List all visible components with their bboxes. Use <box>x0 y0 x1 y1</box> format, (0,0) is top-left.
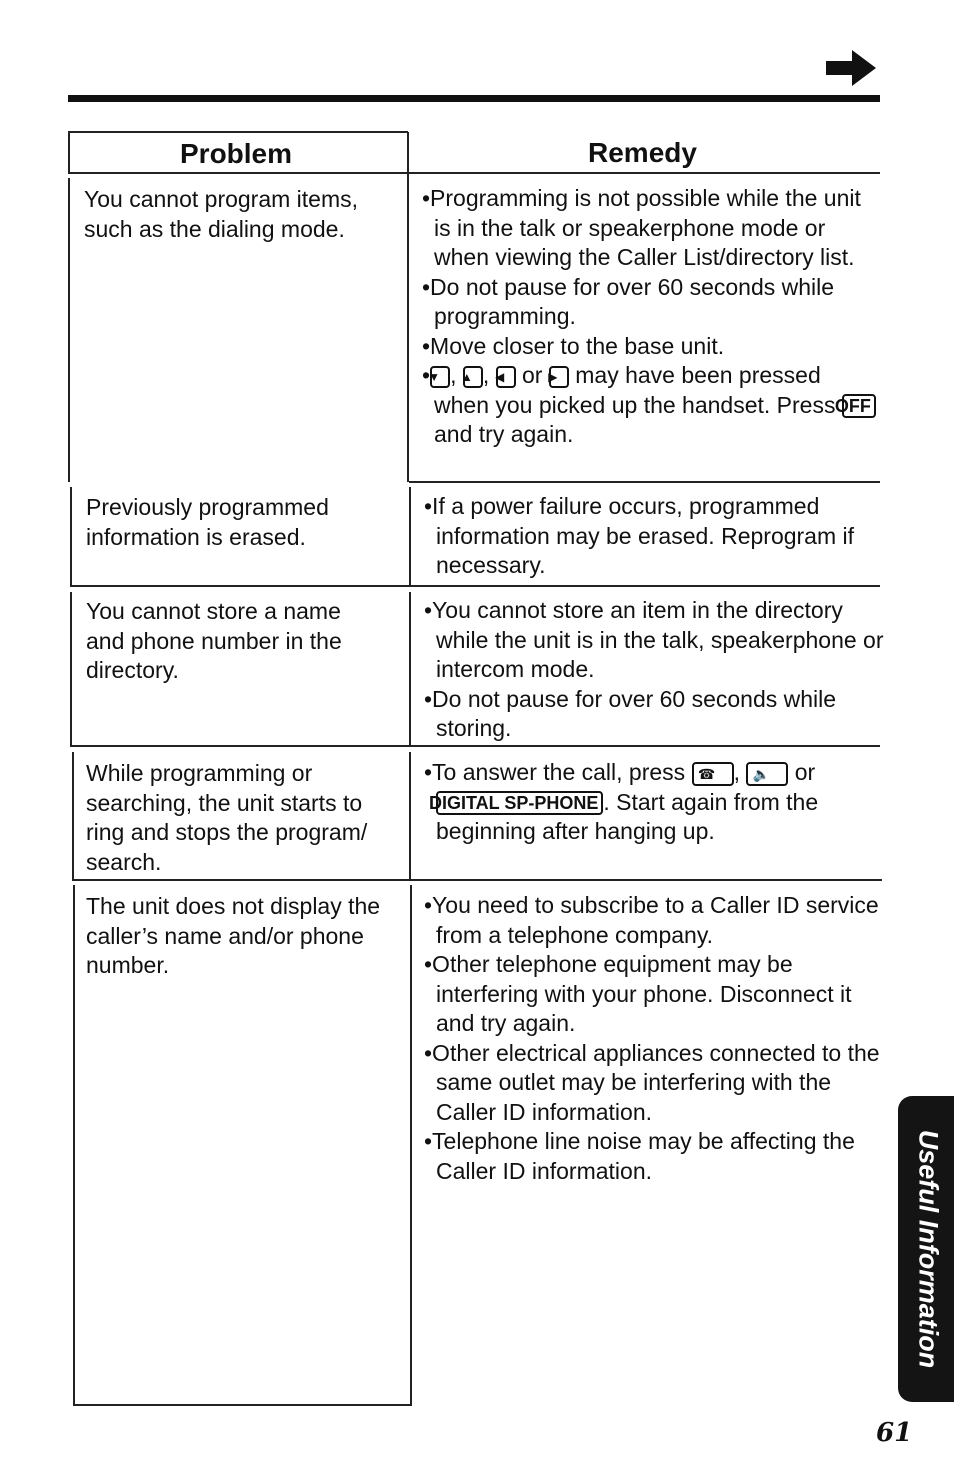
row2-bottom <box>70 585 880 587</box>
row3-remedy <box>424 596 884 744</box>
problem-line: such as the dialing mode. <box>84 215 345 242</box>
speaker-key-icon: 🔈 <box>746 762 788 786</box>
row4-left-border <box>72 752 74 879</box>
row5-divider <box>410 885 412 1405</box>
right-arrow-key-icon: ▶ <box>549 366 569 388</box>
header-left-border <box>68 132 70 172</box>
remedy-bullet: •Programming is not possible while the unit is in the talk or speakerphone mode or when viewing the Caller List/directory list. <box>422 185 861 270</box>
down-arrow-key-icon: ▼ <box>430 366 450 388</box>
remedy-text: and try again. <box>434 421 574 447</box>
section-tab-label: Useful Information <box>913 1129 944 1369</box>
row2-divider <box>409 487 411 587</box>
row4-remedy <box>424 758 878 847</box>
row4-divider <box>409 752 411 879</box>
problem-line: The unit does not display the <box>86 893 381 919</box>
problem-line: information is erased. <box>86 523 306 550</box>
remedy-bullet: •Other telephone equipment may be interfering with your phone. Disconnect it and try again. <box>424 951 852 1036</box>
arrow-right-icon <box>826 50 876 86</box>
remedy-bullet: •You need to subscribe to a Caller ID service from a telephone company. <box>424 892 879 948</box>
problem-line: and phone number in the <box>86 627 342 654</box>
separator: or <box>515 362 549 388</box>
remedy-bullet: •Do not pause for over 60 seconds while storing. <box>424 685 837 741</box>
row1-left-border <box>68 178 70 482</box>
remedy-bullet: •Do not pause for over 60 seconds while programming. <box>422 273 835 329</box>
problem-line: searching, the unit starts to <box>86 789 363 816</box>
problem-line: You cannot store a name <box>86 598 341 624</box>
separator: , <box>733 759 747 785</box>
row1-problem <box>84 185 402 244</box>
remedy-bullet: •Move closer to the base unit. <box>422 332 725 359</box>
row5-remedy <box>424 891 880 1186</box>
problem-line: You cannot program items, <box>84 186 359 212</box>
top-rule <box>68 95 880 102</box>
row5-problem <box>86 892 406 981</box>
row3-divider <box>409 592 411 746</box>
remedy-bullet: •▼ , ▲ , ◀ or ▶ may have been pressed when you picked up the handset. Press OFF and try again. <box>422 361 878 450</box>
row3-problem <box>86 597 404 686</box>
row2-problem <box>86 493 404 552</box>
talk-handset-key-icon: ☎ <box>692 762 734 786</box>
row4-problem <box>86 759 404 877</box>
row1-remedy <box>422 184 878 450</box>
remedy-bullet: •If a power failure occurs, programmed information may be erased. Reprogram if necessary. <box>424 493 855 578</box>
separator: , <box>450 362 463 388</box>
problem-header: Problem <box>180 138 293 169</box>
row5-left-border <box>73 885 75 1405</box>
problem-line: search. <box>86 848 162 875</box>
separator: , <box>482 362 496 388</box>
problem-line: caller’s name and/or phone <box>86 922 364 949</box>
problem-line: number. <box>86 952 170 978</box>
row2-left-border <box>70 487 72 587</box>
section-tab <box>898 1096 954 1402</box>
row5-bottom <box>73 1404 412 1406</box>
row4-bottom <box>72 879 882 881</box>
page-number: 61 <box>876 1418 913 1448</box>
problem-line: While programming or <box>86 760 313 786</box>
row3-left-border <box>70 592 72 746</box>
digital-sp-phone-key: DIGITAL SP-PHONE <box>436 791 603 815</box>
left-arrow-key-icon: ◀ <box>496 366 516 388</box>
remedy-text: •To answer the call, press <box>424 759 692 785</box>
remedy-bullet: •You cannot store an item in the directory while the unit is in the talk, speakerphone or intercom mode. <box>424 597 884 682</box>
problem-line: ring and stops the program/ <box>86 819 368 845</box>
remedy-text: . Start again from the beginning after hanging up. <box>436 788 819 844</box>
remedy-bullet: •Other electrical appliances connected to the same outlet may be interfering with the Caller ID information. <box>424 1039 880 1125</box>
row2-remedy <box>424 492 874 581</box>
remedy-bullet <box>424 758 878 847</box>
off-key: OFF <box>842 394 876 418</box>
column-divider <box>407 132 409 482</box>
remedy-header: Remedy <box>588 137 697 168</box>
problem-line: Previously programmed <box>86 494 329 520</box>
separator: or <box>788 759 816 785</box>
row1-remedy-bottom <box>409 481 880 483</box>
header-bottom-border <box>68 172 880 174</box>
up-arrow-key-icon: ▲ <box>463 366 483 388</box>
remedy-bullet: •Telephone line noise may be affecting the Caller ID information. <box>424 1128 855 1184</box>
header-top-border <box>68 131 408 133</box>
row3-bottom <box>70 745 880 747</box>
problem-line: directory. <box>86 657 179 683</box>
remedy-text: may have been pressed when you picked up the handset. Press <box>434 362 842 418</box>
